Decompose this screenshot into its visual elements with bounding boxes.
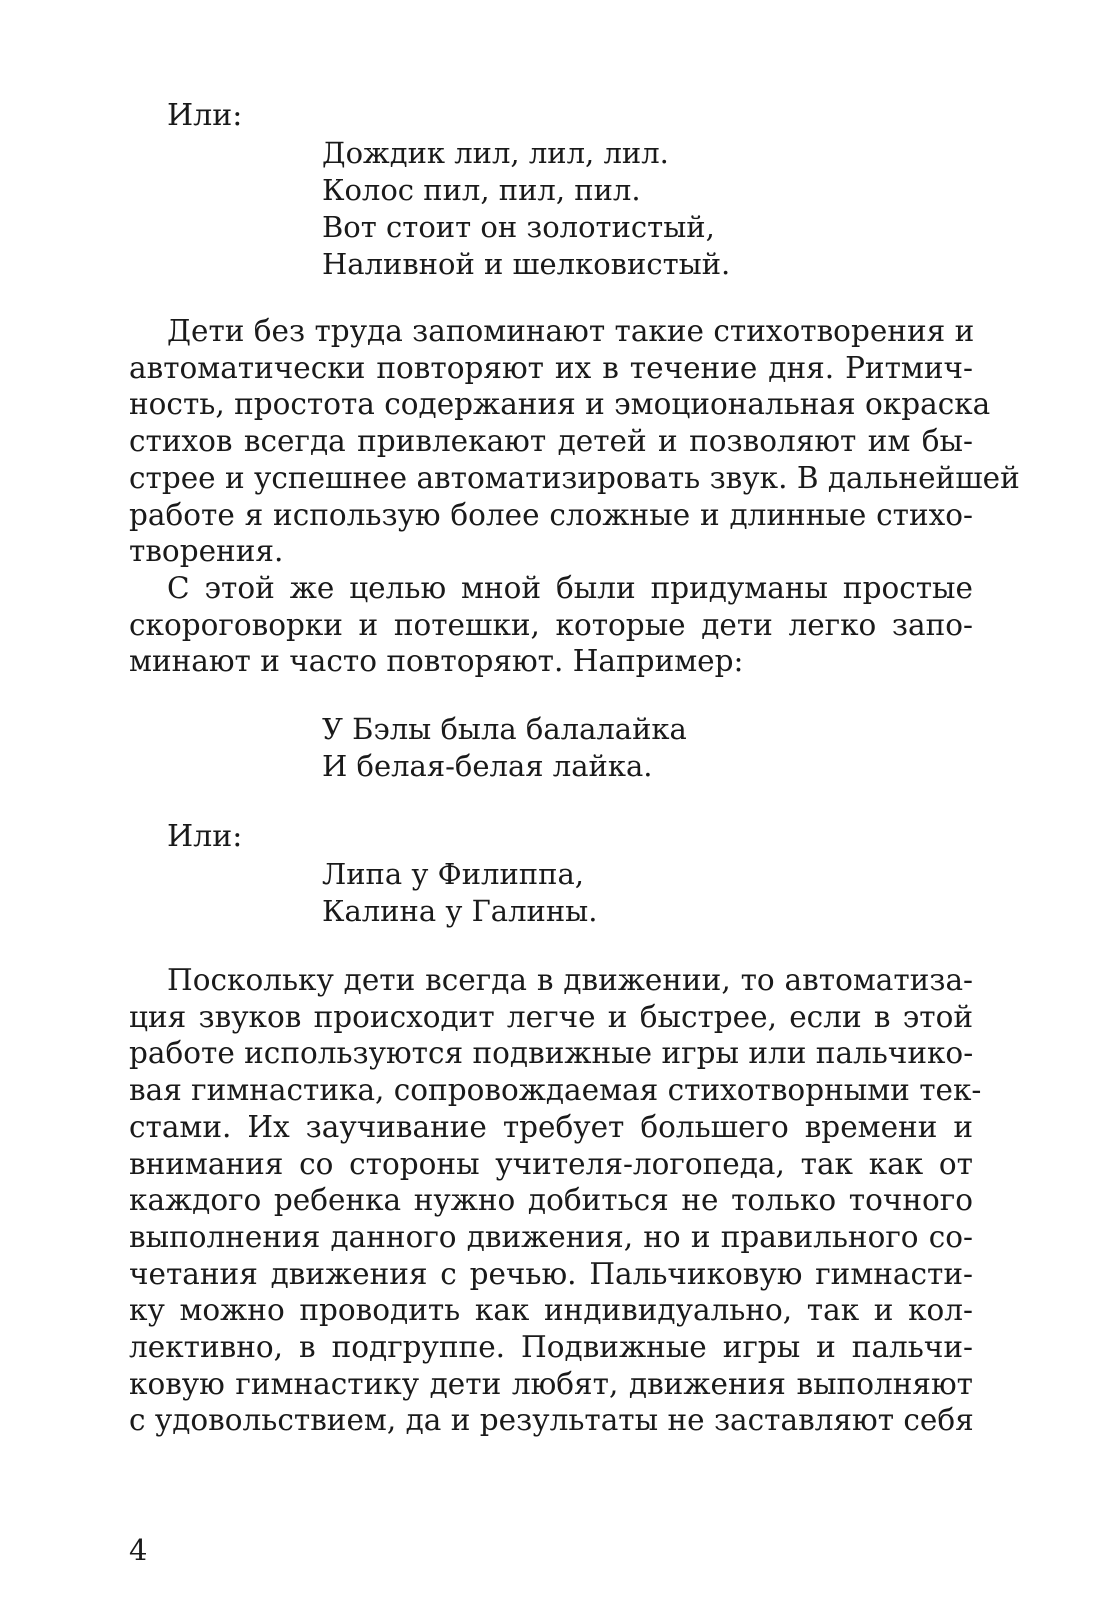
paragraph-line: творения. [129,534,284,569]
paragraph-line: ность, простота содержания и эмоциональная окраска [129,387,991,422]
paragraph-line: стихов всегда привлекают детей и позволяют им бы- [129,424,973,459]
verse-line: Наливной и шелковистый. [322,247,731,281]
paragraph-line: работе я использую более сложные и длинные стихо- [129,497,973,532]
verse-line: И белая-белая лайка. [322,749,653,783]
verse-line: Липа у Филиппа, [322,857,584,891]
paragraph-line: каждого ребенка нужно добиться не только точного [129,1183,973,1218]
paragraph-2 [129,570,973,680]
verse-balalaika [322,711,687,785]
paragraph-line: стами. Их заучивание требует большего времени и [129,1109,973,1144]
paragraph-line: выполнения данного движения, но и правильного со- [129,1219,973,1254]
paragraph-line: ку можно проводить как индивидуально, так и кол- [129,1293,973,1328]
paragraph-line: Поскольку дети всегда в движении, то автоматиза- [167,963,973,997]
paragraph-line: вая гимнастика, сопровождаемая стихотворными тек- [129,1073,982,1108]
paragraph-line: с удовольствием, да и результаты не заставляют себя [129,1403,974,1438]
page-number: 4 [129,1533,148,1567]
paragraph-line: скороговорки и потешки, которые дети легко запо- [129,607,973,642]
paragraph-line: ция звуков происходит легче и быстрее, если в этой [129,999,973,1034]
verse-line: Дождик лил, лил, лил. [322,136,669,170]
paragraph-line: Дети без труда запоминают такие стихотворения и [167,314,975,348]
verse-line: У Бэлы была балалайка [322,712,687,746]
paragraph-3 [129,962,982,1439]
paragraph-line: внимания со стороны учителя-логопеда, так как от [129,1146,973,1181]
ili-label-1: Или: [167,98,243,133]
paragraph-line: лективно, в подгруппе. Подвижные игры и пальчи- [129,1330,973,1365]
verse-lipa [322,856,597,930]
paragraph-1 [129,313,1020,570]
paragraph-line: работе используются подвижные игры или пальчико- [129,1036,974,1071]
paragraph-line: минают и часто повторяют. Например: [129,644,744,679]
ili-label-2: Или: [167,819,243,854]
verse-line: Колос пил, пил, пил. [322,173,641,207]
paragraph-line: С этой же целью мной были придуманы простые [167,571,973,605]
verse-rain [322,135,730,283]
verse-line: Вот стоит он золотистый, [322,210,715,244]
paragraph-line: четания движения с речью. Пальчиковую гимнасти- [129,1256,973,1291]
paragraph-line: ковую гимнастику дети любят, движения выполняют [129,1366,973,1401]
paragraph-line: автоматически повторяют их в течение дня. Ритмич- [129,350,973,385]
verse-line: Калина у Галины. [322,894,598,928]
paragraph-line: стрее и успешнее автоматизировать звук. В дальнейшей [129,460,1020,495]
